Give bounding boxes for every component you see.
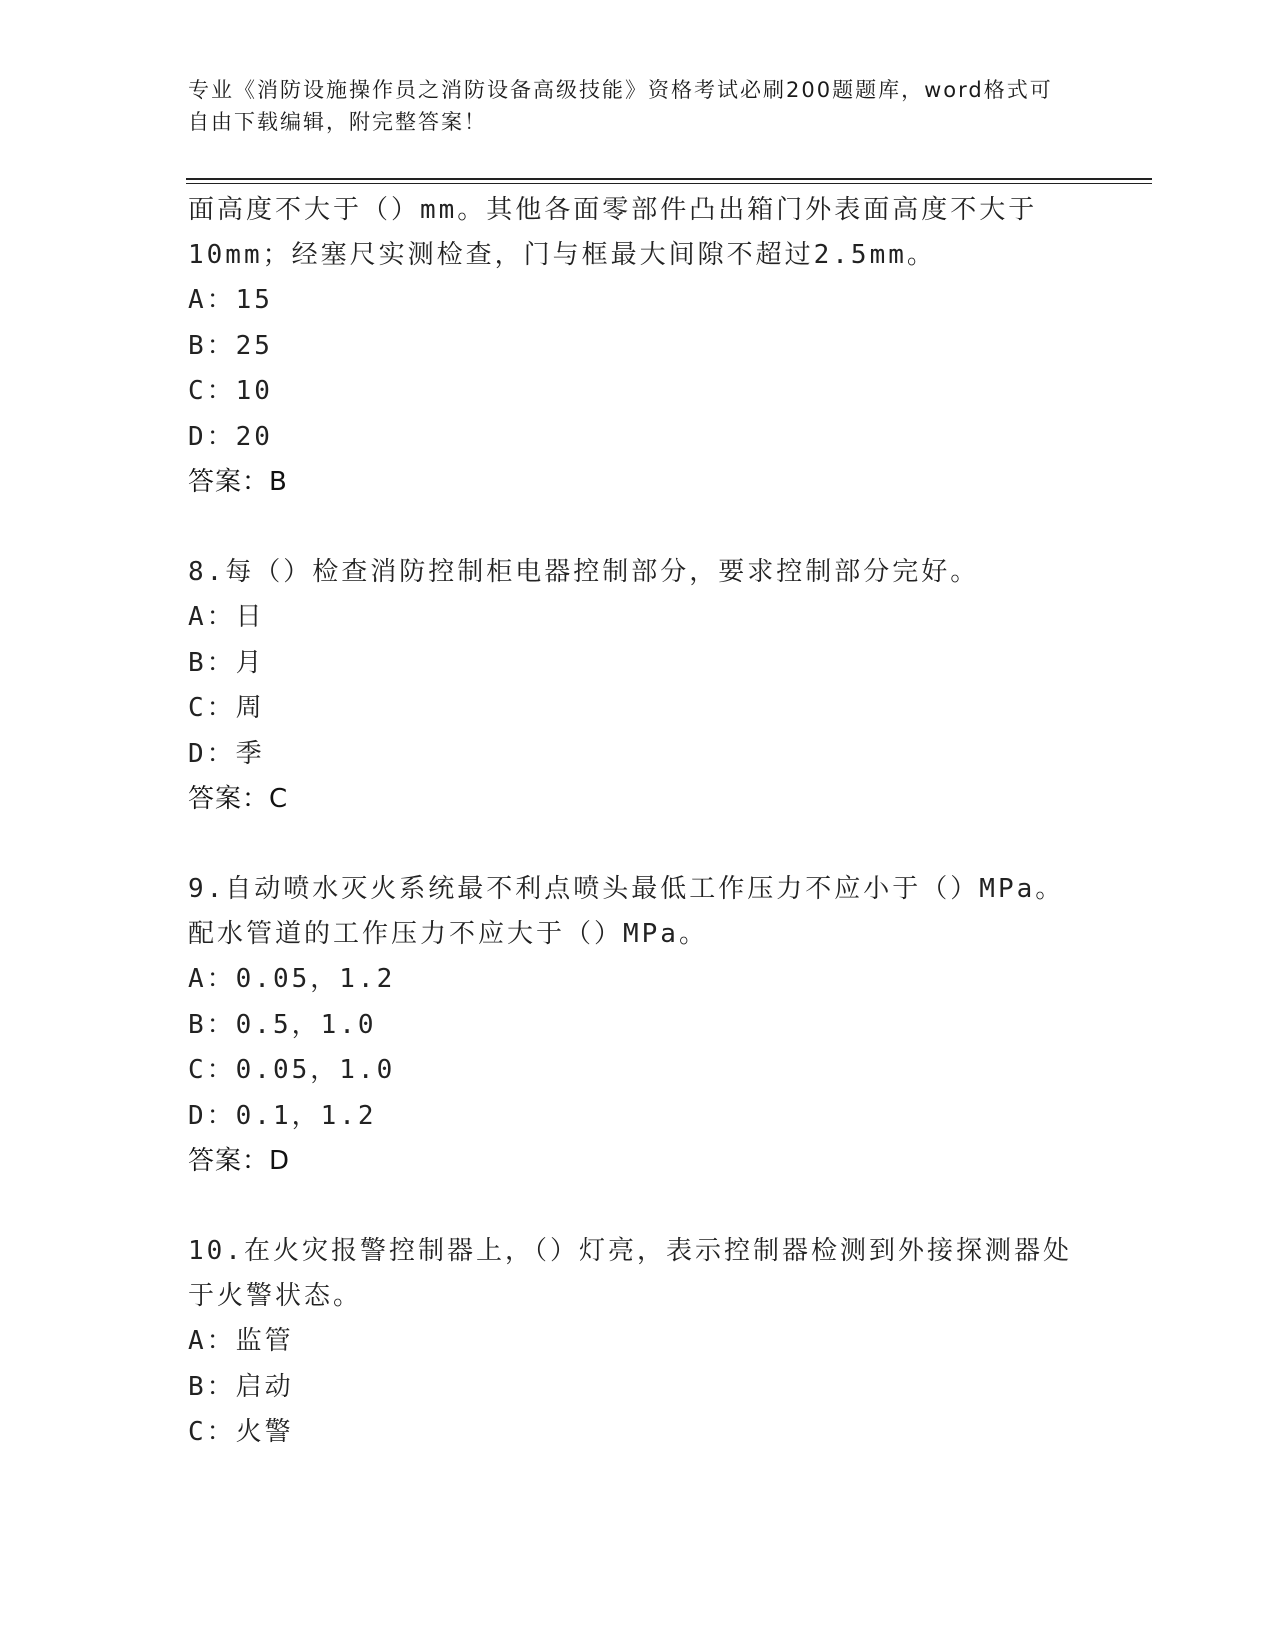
option-d: D：0.1，1.2 xyxy=(188,1100,377,1131)
question-text: 10.在火灾报警控制器上，（）灯亮，表示控制器检测到外接探测器处于火警状态。 xyxy=(188,1236,1072,1311)
question-spacer xyxy=(188,504,1088,550)
question-list xyxy=(188,188,1088,1456)
option-a: A：日 xyxy=(188,602,265,632)
option-c: C：火警 xyxy=(188,1417,294,1447)
answer-line: 答案：B xyxy=(188,467,288,497)
question-item xyxy=(188,1229,1088,1456)
question-item xyxy=(188,188,1088,504)
question-spacer xyxy=(188,821,1088,867)
answer-line: 答案：D xyxy=(188,1146,291,1176)
option-c: C：周 xyxy=(188,693,265,723)
option-b: B：25 xyxy=(188,330,273,361)
option-c: C：10 xyxy=(188,376,273,406)
option-b: B：月 xyxy=(188,647,265,678)
option-d: D：20 xyxy=(188,421,273,452)
option-a: A：0.05，1.2 xyxy=(188,964,396,994)
option-b: B：0.5，1.0 xyxy=(188,1009,377,1040)
question-text: 9.自动喷水灭火系统最不利点喷头最低工作压力不应小于（）MPa。配水管道的工作压力不应大于（）MPa。 xyxy=(188,874,1065,949)
question-item xyxy=(188,867,1088,1183)
header-divider-thin xyxy=(186,183,1152,184)
question-spacer xyxy=(188,1183,1088,1229)
option-d: D：季 xyxy=(188,738,265,769)
option-a: A：监管 xyxy=(188,1326,294,1356)
question-text: 8.每（）检查消防控制柜电器控制部分，要求控制部分完好。 xyxy=(188,557,980,587)
option-c: C：0.05，1.0 xyxy=(188,1055,396,1085)
answer-line: 答案：C xyxy=(188,784,289,814)
question-item xyxy=(188,550,1088,821)
option-b: B：启动 xyxy=(188,1371,294,1402)
option-a: A：15 xyxy=(188,285,273,315)
header-divider-thick xyxy=(186,178,1152,180)
document-header: 专业《消防设施操作员之消防设备高级技能》资格考试必刷200题题库，word格式可自由下载编辑，附完整答案！ xyxy=(188,78,1053,134)
question-text: 面高度不大于（）mm。其他各面零部件凸出箱门外表面高度不大于10mm；经塞尺实测检查，门与框最大间隙不超过2.5mm。 xyxy=(188,195,1038,270)
